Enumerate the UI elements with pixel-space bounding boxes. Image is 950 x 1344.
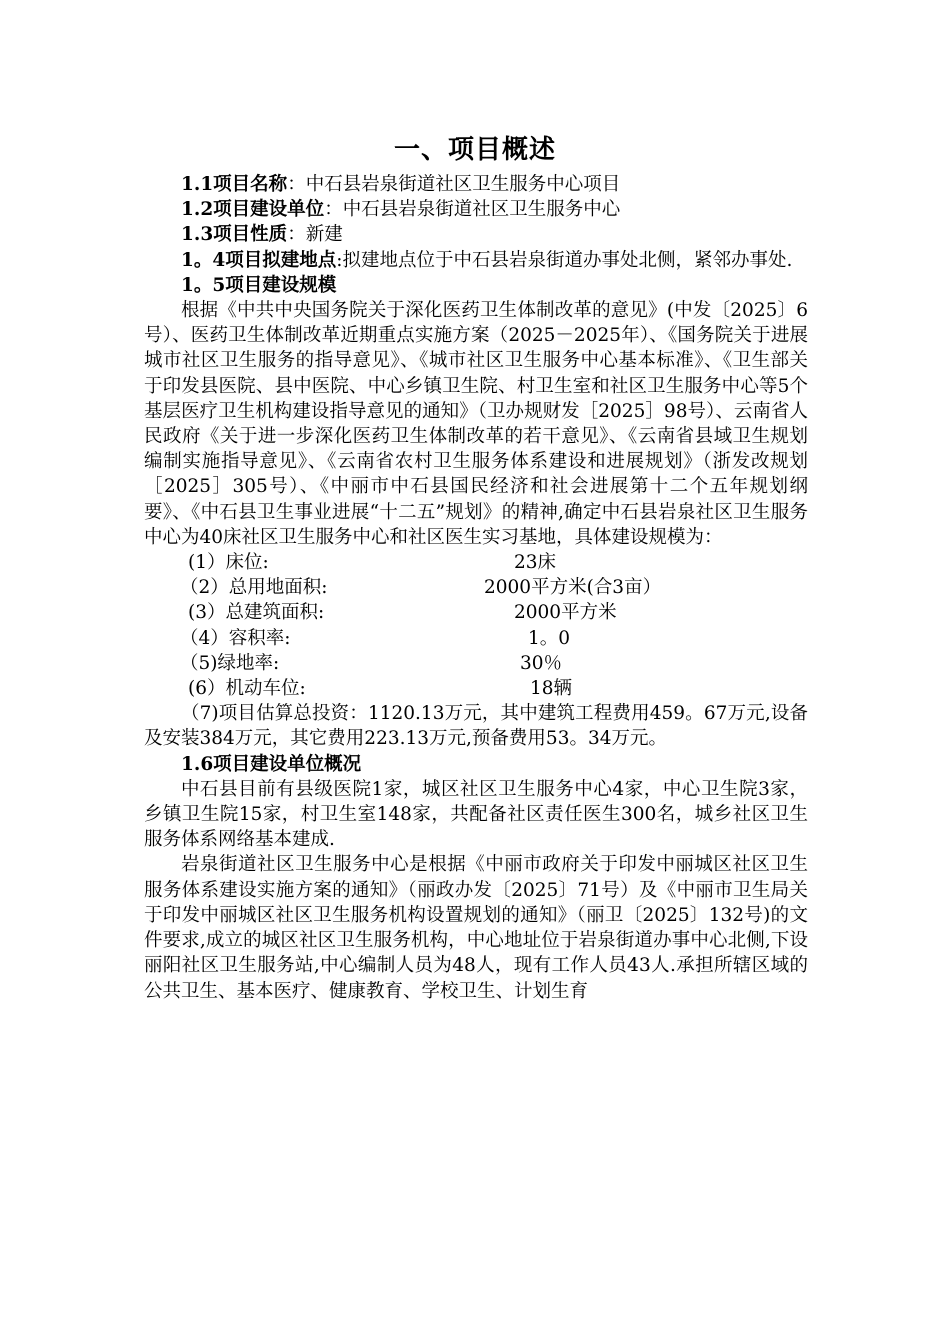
section-label: 1.2项目建设单位: [181, 199, 325, 221]
investment-paragraph: （7)项目估算总投资：1120.13万元，其中建筑工程费用459。67万元,设备及安装384万元，其它费用223.13万元,预备费用53。34万元。: [144, 703, 808, 750]
section-value: ：中石县岩泉街道社区卫生服务中心项目: [287, 174, 621, 195]
spec-label: （5)绿地率:: [180, 652, 280, 674]
section-1-4: [144, 248, 808, 273]
section-label: 1.1项目名称: [181, 174, 288, 195]
section-1-5-paragraph: 根据《中共中央国务院关于深化医药卫生体制改革的意见》(中发〔2025〕6号）、医药卫生体制改革近期重点实施方案（2025－2025年）、《国务院关于进展城市社区卫生服务的指导意见》、《城市社区卫生服务中心基本标准》、《卫生部关于印发县医院、县中医院、中心乡镇卫生院、村卫生室和社区卫生服务中心等5个基层医疗卫生机构建设指导意见的通知》（卫办规财发［2025］98号）、云南省人民政府《关于进一步深化医药卫生体制改革的若干意见》、《云南省县域卫生规划编制实施指导意见》、《云南省农村卫生服务体系建设和进展规划》（浙发改规划［2025］305号）、《中丽市中石县国民经济和社会进展第十二个五年规划纲要》、《中石县卫生事业进展“十二五”规划》的精神,确定中石县岩泉社区卫生服务中心为40床社区卫生服务中心和社区医生实习基地，具体建设规模为：: [144, 300, 808, 548]
section-value: :拟建地点位于中石县岩泉街道办事处北侧，紧邻办事处.: [336, 249, 793, 271]
section-1-6-paragraph-1: 中石县目前有县级医院1家，城区社区卫生服务中心4家，中心卫生院3家，乡镇卫生院15家，村卫生室148家，共配备社区责任医生300名，城乡社区卫生服务体系网络基本建成.: [144, 778, 808, 851]
section-value: ：新建: [287, 224, 343, 246]
section-1-6-heading: 1.6项目建设单位概况: [181, 753, 362, 775]
section-1-5-heading: 1。5项目建设规模: [181, 274, 337, 296]
spec-row: [144, 626, 808, 651]
section-1-1: [144, 172, 808, 197]
spec-row: [144, 575, 808, 600]
section-1-2: [144, 197, 808, 222]
section-1-6-paragraph-2: 岩泉街道社区卫生服务中心是根据《中丽市政府关于印发中丽城区社区卫生服务体系建设实施方案的通知》（丽政办发〔2025〕71号）及《中丽市卫生局关于印发中丽城区社区卫生服务机构设置规划的通知》（丽卫〔2025〕132号)的文件要求,成立的城区社区卫生服务机构，中心地址位于岩泉街道办事中心北侧,下设丽阳社区卫生服务站,中心编制人员为48人，现有工作人员43人.承担所辖区域的公共卫生、基本医疗、健康教育、学校卫生、计划生育: [144, 854, 808, 1002]
spec-value: 18辆: [530, 678, 573, 700]
spec-label: (1）床位:: [188, 552, 269, 574]
spec-label: （4）容积率:: [180, 627, 291, 649]
spec-list: [144, 550, 808, 701]
section-label: 1。4项目拟建地点: [181, 249, 337, 271]
spec-value: 30％: [520, 652, 563, 674]
spec-row: [144, 651, 808, 676]
spec-value: 2000平方米(合3亩）: [484, 577, 662, 599]
spec-row: [144, 550, 808, 575]
section-value: ：中石县岩泉街道社区卫生服务中心: [324, 199, 621, 221]
spec-label: (6）机动车位:: [188, 678, 306, 700]
spec-label: (3）总建筑面积:: [188, 602, 325, 624]
spec-row: [144, 676, 808, 701]
spec-label: （2）总用地面积:: [180, 577, 328, 599]
spec-value: 2000平方米: [514, 602, 617, 624]
spec-value: 1。0: [528, 627, 571, 649]
page-title: 一、项目概述: [393, 135, 556, 165]
section-1-3: [144, 222, 808, 247]
section-label: 1.3项目性质: [181, 224, 288, 246]
spec-value: 23床: [514, 552, 557, 574]
document-body: [144, 172, 808, 1004]
spec-row: [144, 600, 808, 625]
